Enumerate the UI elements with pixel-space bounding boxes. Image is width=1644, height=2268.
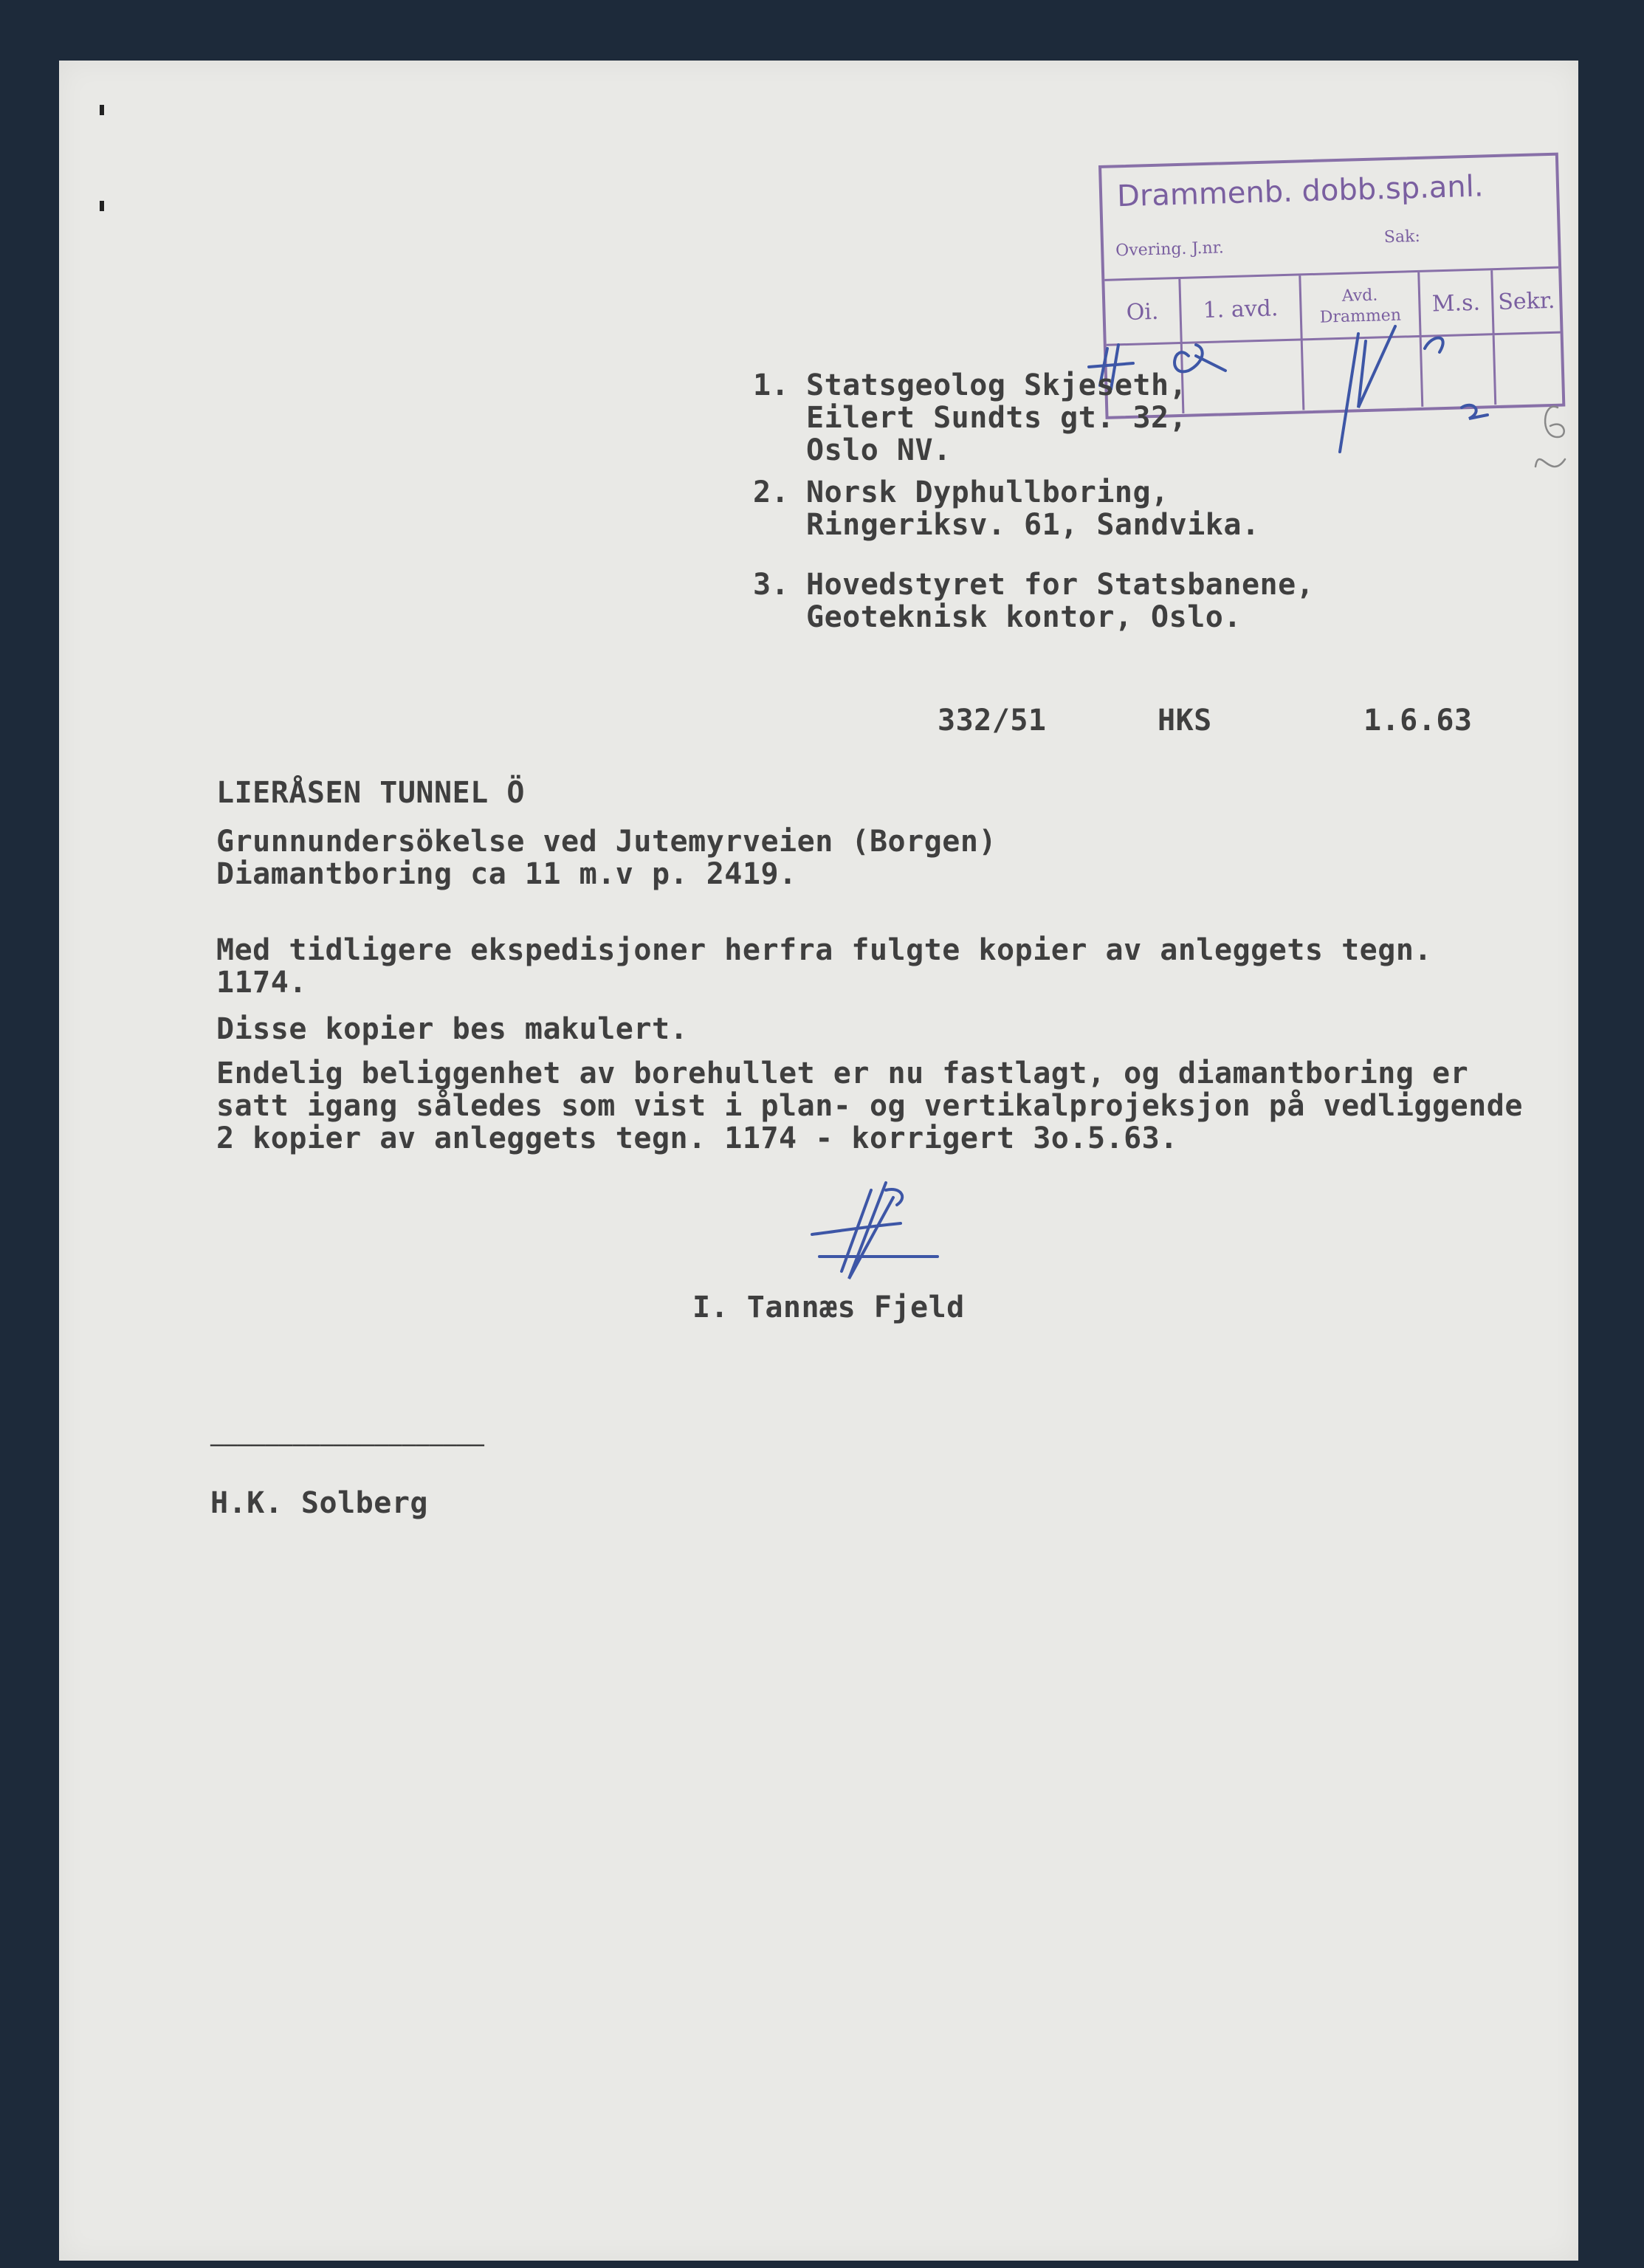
recipient: [753, 568, 1314, 633]
recipient-number: 2.: [753, 475, 790, 509]
stamp-sak-label: Sak:: [1383, 227, 1421, 247]
recipient-address: Hovedstyret for Statsbanene, Geoteknisk kontor, Oslo.: [806, 568, 1315, 634]
body-paragraph: Med tidligere ekspedisjoner herfra fulgte kopier av anleggets tegn. 1174.: [216, 933, 1432, 1000]
cc-name: H.K. Solberg: [210, 1486, 428, 1520]
stamp-col: Avd. Drammen: [1301, 272, 1421, 340]
ref-date: 1.6.63: [1363, 704, 1473, 738]
staple-mark: [100, 201, 104, 211]
recipient-number: 1.: [753, 368, 790, 402]
body-paragraph: Endelig beliggenhet av borehullet er nu fastlagt, og diamantboring er satt igang således som vist i plan- og vertikalprojeksjon på vedliggende 2 kopier av anleggets tegn. 1174 - korrigert 3o.5.63.: [216, 1056, 1523, 1155]
ref-number: 332/51: [938, 704, 1047, 738]
ref-initials: HKS: [1158, 704, 1212, 738]
stamp-col: M.s.: [1420, 270, 1494, 337]
document-page: [59, 61, 1578, 2261]
recipient-address: Norsk Dyphullboring, Ringeriksv. 61, Sandvika.: [806, 475, 1260, 542]
recipient: [753, 369, 1187, 467]
signer-name: I. Tannæs Fjeld: [692, 1291, 965, 1324]
stamp-col: 1. avd.: [1180, 275, 1302, 344]
staple-mark: [100, 105, 104, 115]
stamp-journal-label: Overing. J.nr.: [1115, 238, 1225, 261]
stamp-org: Drammenb. dobb.sp.anl.: [1116, 169, 1485, 214]
recipient-number: 3.: [753, 568, 790, 602]
document-heading: LIERÅSEN TUNNEL Ö: [216, 776, 525, 810]
cc-rule: ────────────────────: [210, 1433, 485, 1459]
stamp-col: Oi.: [1104, 279, 1182, 346]
recipient: [753, 476, 1260, 541]
body-paragraph: Disse kopier bes makulert.: [216, 1012, 689, 1046]
stamp-col: Sekr.: [1497, 287, 1555, 315]
recipient-address: Statsgeolog Skjeseth, Eilert Sundts gt. 32, Oslo NV.: [806, 368, 1188, 467]
document-subject: Grunnundersökelse ved Jutemyrveien (Borgen) Diamantboring ca 11 m.v p. 2419.: [216, 825, 997, 891]
